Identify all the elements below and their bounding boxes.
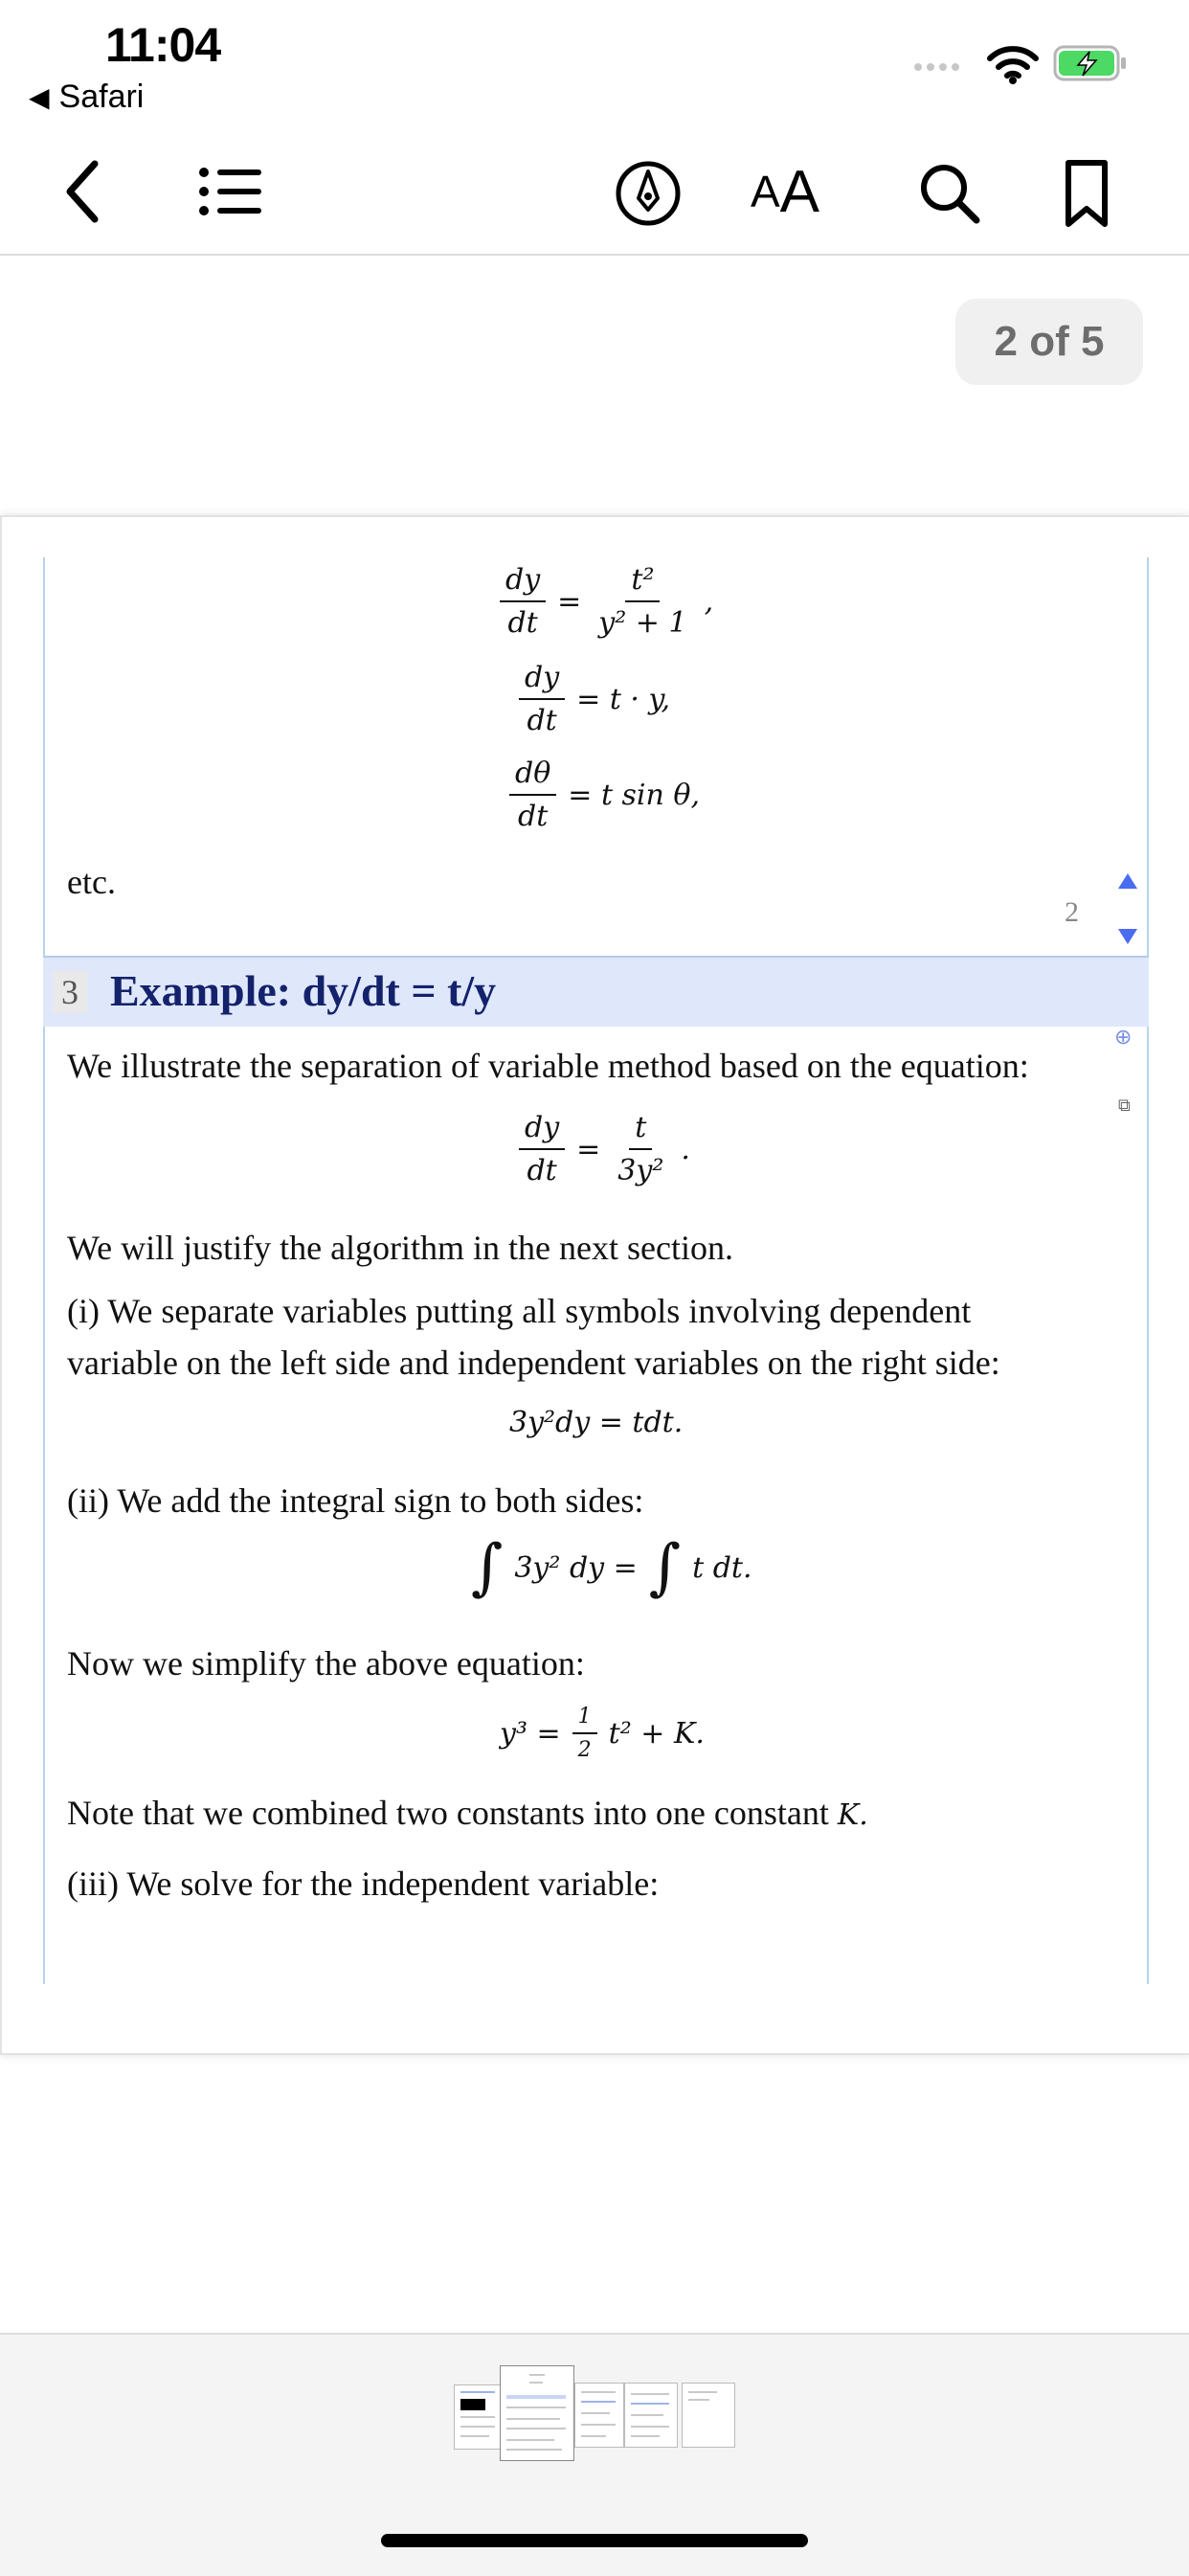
paragraph-6 xyxy=(67,1793,868,1833)
integral-sign-right: ∫ xyxy=(648,1532,682,1603)
eq3-lhs-den: dt xyxy=(518,800,549,833)
eq4-lhs-den: dt xyxy=(527,1154,557,1187)
eq1-lhs-den: dt xyxy=(507,606,538,640)
paragraph-6-text: Note that we combined two constants into one constant xyxy=(67,1794,829,1832)
thumbnail-page-1[interactable] xyxy=(454,2384,504,2450)
list-icon xyxy=(196,165,263,218)
paragraph-3a: (i) We separate variables putting all symbols involving dependent xyxy=(67,1292,972,1330)
outline-button[interactable] xyxy=(191,158,268,225)
paragraph-4: (ii) We add the integral sign to both sides: xyxy=(67,1481,644,1520)
thumbnail-page-5[interactable] xyxy=(682,2383,735,2448)
text-size-big-a: A xyxy=(779,158,820,225)
chevron-left-icon xyxy=(62,160,101,223)
bookmark-icon xyxy=(1065,159,1109,228)
frame-left-border xyxy=(43,557,45,1984)
equation-4: $\frac{dy}{dt}$ = $\frac{t}{\text{3y²}}$ . xyxy=(519,1111,690,1187)
next-page-arrow-icon[interactable] xyxy=(1118,929,1137,944)
equation-5: 3y²dy = tdt. xyxy=(509,1406,684,1439)
paragraph-6-k: K. xyxy=(837,1798,868,1832)
equation-7 xyxy=(500,1705,705,1762)
paragraph-5: Now we simplify the above equation: xyxy=(67,1644,585,1683)
crosshair-icon[interactable]: ⊕ xyxy=(1114,1025,1133,1049)
reader-toolbar xyxy=(0,144,1189,256)
copy-icon[interactable]: ⧉ xyxy=(1118,1096,1131,1115)
eq3-rhs: = t sin θ, xyxy=(568,778,700,812)
battery-charging-icon xyxy=(1053,44,1128,82)
eq2-lhs-num: dy xyxy=(519,661,565,700)
eq7-half-den: 2 xyxy=(577,1738,592,1762)
paragraph-7: (iii) We solve for the independent variable: xyxy=(67,1864,660,1903)
eq1-tail: , xyxy=(704,584,714,619)
cellular-signal-icon xyxy=(914,63,959,71)
section-header xyxy=(43,956,1149,1027)
equation-2 xyxy=(519,661,670,737)
eq1-lhs-num: dy xyxy=(500,563,546,602)
thumbnail-page-2[interactable] xyxy=(500,2365,574,2461)
paragraph-3b: variable on the left side and independent variables on the right side: xyxy=(67,1344,1000,1382)
markup-button[interactable] xyxy=(613,158,684,229)
eq4-rhs-den: 3y² xyxy=(617,1154,664,1187)
pdf-page xyxy=(0,515,1189,2055)
back-button[interactable] xyxy=(53,153,110,230)
prev-page-arrow-icon[interactable] xyxy=(1118,873,1137,889)
eq3-lhs-num: dθ xyxy=(509,757,556,796)
search-button[interactable] xyxy=(914,158,985,229)
equation-3 xyxy=(509,757,700,833)
eq2-rhs: = t · y, xyxy=(576,682,670,716)
text-size-button[interactable] xyxy=(742,153,828,230)
eq4-lhs-num: dy xyxy=(519,1111,565,1150)
section-number: 3 xyxy=(53,971,87,1013)
text-size-small-a: A xyxy=(750,167,780,216)
paragraph-1: We illustrate the separation of variable method based on the equation: xyxy=(67,1047,1029,1085)
equation-1: $\frac{dy}{dt}$ = $\frac{\text{t²}}{\text{y² + 1}}$ , xyxy=(500,563,713,640)
integral-sign-left: ∫ xyxy=(471,1532,504,1603)
frame-right-border xyxy=(1147,557,1149,1984)
section-title: Example: dy/dt = t/y xyxy=(110,966,497,1015)
eq7-half-num: 1 xyxy=(572,1705,597,1734)
eq7-left: y³ = xyxy=(500,1716,561,1751)
eq2-lhs-den: dt xyxy=(527,704,557,737)
wifi-icon xyxy=(986,43,1040,85)
back-app-label: Safari xyxy=(58,79,145,115)
back-to-app-link[interactable] xyxy=(29,79,144,116)
home-indicator[interactable] xyxy=(381,2534,808,2547)
equation-6 xyxy=(471,1532,752,1603)
eq7-right: t² + K. xyxy=(608,1716,705,1751)
markup-pen-icon xyxy=(615,160,682,227)
eq4-rhs-num: t xyxy=(629,1111,652,1150)
eq6-left: 3y² dy = xyxy=(514,1550,638,1585)
page-indicator: 2 of 5 xyxy=(955,299,1143,385)
thumbnail-page-4[interactable] xyxy=(624,2383,678,2448)
thumbnail-page-3[interactable] xyxy=(574,2383,624,2448)
back-triangle-icon: ◀ xyxy=(29,82,50,112)
search-icon xyxy=(918,162,981,225)
eq4-tail: . xyxy=(681,1132,690,1166)
page-number: 2 xyxy=(1065,896,1079,928)
bookmark-button[interactable] xyxy=(1058,155,1115,232)
etc-text: etc. xyxy=(67,863,116,901)
paragraph-2: We will justify the algorithm in the next section. xyxy=(67,1229,733,1267)
eq1-rhs-den: y² + 1 xyxy=(598,606,687,640)
eq1-rhs-num: t² xyxy=(625,563,660,602)
status-time: 11:04 xyxy=(105,18,221,72)
eq6-right: t dt. xyxy=(692,1550,752,1585)
